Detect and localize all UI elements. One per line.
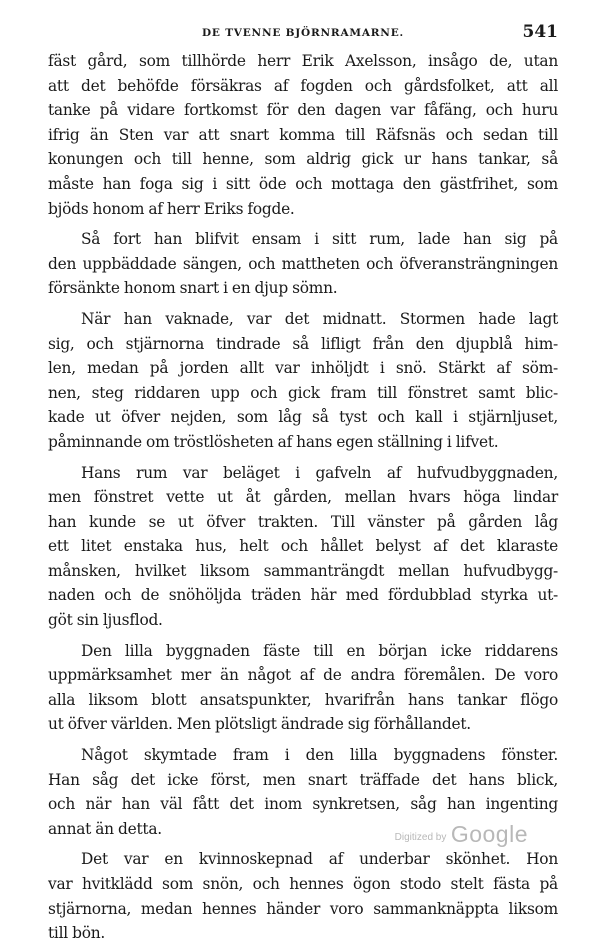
running-title: DE TVENNE BJÖRNRAMARNE.: [202, 27, 404, 39]
watermark-brand: Google: [450, 821, 528, 847]
text-line: men fönstret vette ut åt gården, mellan hvars höga lindar: [48, 488, 558, 507]
text-line: att det behöfde försäkras af fogden och gårdsfolket, att all: [48, 76, 558, 95]
text-line: tanke på vidare fortkomst för den dagen var fåfäng, och huru: [48, 101, 558, 120]
paragraph: [48, 847, 558, 945]
text-line: ifrig än Sten var att snart komma till Räfsnäs och sedan till: [48, 125, 558, 144]
text-line: ett litet enstaka hus, helt och hållet belyst af det klaraste: [48, 537, 558, 556]
text-line: sig, och stjärnorna tindrade så lifligt från den djupblå him-: [48, 334, 558, 353]
text-line: och när han väl fått det inom synkretsen, såg han ingenting: [48, 795, 558, 814]
text-line: annat än detta.: [48, 819, 162, 838]
paragraph: [48, 461, 558, 633]
text-line: Det var en kvinnoskepnad af underbar skönhet. Hon: [81, 850, 558, 869]
text-line: När han vaknade, var det midnatt. Stormen hade lagt: [81, 309, 558, 328]
running-head: [48, 22, 558, 46]
page-number: 541: [522, 22, 558, 42]
text-line: Den lilla byggnaden fäste till en början icke riddarens: [81, 641, 558, 660]
text-line: alla liksom blott ansatspunkter, hvarifrån hans tankar flögo: [48, 690, 558, 709]
text-line: konungen och till henne, som aldrig gick ur hans tankar, så: [48, 150, 558, 169]
text-line: fäst gård, som tillhörde herr Erik Axelsson, insågo de, utan: [48, 52, 558, 70]
text-line: ut öfver världen. Men plötsligt ändrade sig förhållandet.: [48, 715, 471, 734]
text-line: den uppbäddade sängen, och mattheten och öfveransträngningen: [48, 254, 558, 273]
text-line: Han såg det icke först, men snart träffade det hans blick,: [48, 770, 558, 789]
body-text: [48, 49, 558, 946]
text-line: bjöds honom af herr Eriks fogde.: [48, 199, 295, 218]
text-line: försänkte honom snart i en djup sömn.: [48, 279, 338, 298]
text-line: Något skymtade fram i den lilla byggnadens fönster.: [81, 746, 558, 765]
text-line: len, medan på jorden allt var inhöljdt i snö. Stärkt af söm-: [48, 359, 558, 378]
text-line: till bön.: [48, 924, 106, 943]
text-line: Hans rum var beläget i gafveln af hufvudbyggnaden,: [81, 463, 558, 482]
text-line: påminnande om tröstlösheten af hans egen ställning i lifvet.: [48, 432, 499, 451]
text-line: måste han foga sig i sitt öde och mottaga den gästfrihet, som: [48, 174, 558, 193]
text-line: naden och de snöhöljda träden här med fördubblad styrka ut-: [48, 586, 558, 605]
text-line: han kunde se ut öfver trakten. Till vänster på gården låg: [48, 512, 558, 531]
text-line: nen, steg riddaren upp och gick fram till fönstret samt blic-: [48, 383, 558, 402]
text-line: göt sin ljusflod.: [48, 611, 163, 630]
text-line: stjärnorna, medan hennes händer voro sammanknäppta liksom: [48, 899, 558, 918]
digitized-watermark: [395, 821, 528, 848]
text-line: kade ut öfver nejden, som låg så tyst och kall i stjärnljuset,: [48, 408, 558, 427]
paragraph: [48, 639, 558, 737]
text-line: Så fort han blifvit ensam i sitt rum, lade han sig på: [81, 230, 558, 249]
text-line: månsken, hvilket liksom sammanträngdt mellan hufvudbygg-: [48, 561, 558, 580]
paragraph: [48, 307, 558, 455]
text-line: uppmärksamhet mer än något af de andra föremålen. De voro: [48, 666, 558, 685]
watermark-prefix: Digitized by: [394, 832, 447, 843]
paragraph: [48, 227, 558, 301]
paragraph: [48, 49, 558, 221]
text-line: var hvitklädd som snön, och hennes ögon stodo stelt fästa på: [48, 875, 558, 893]
